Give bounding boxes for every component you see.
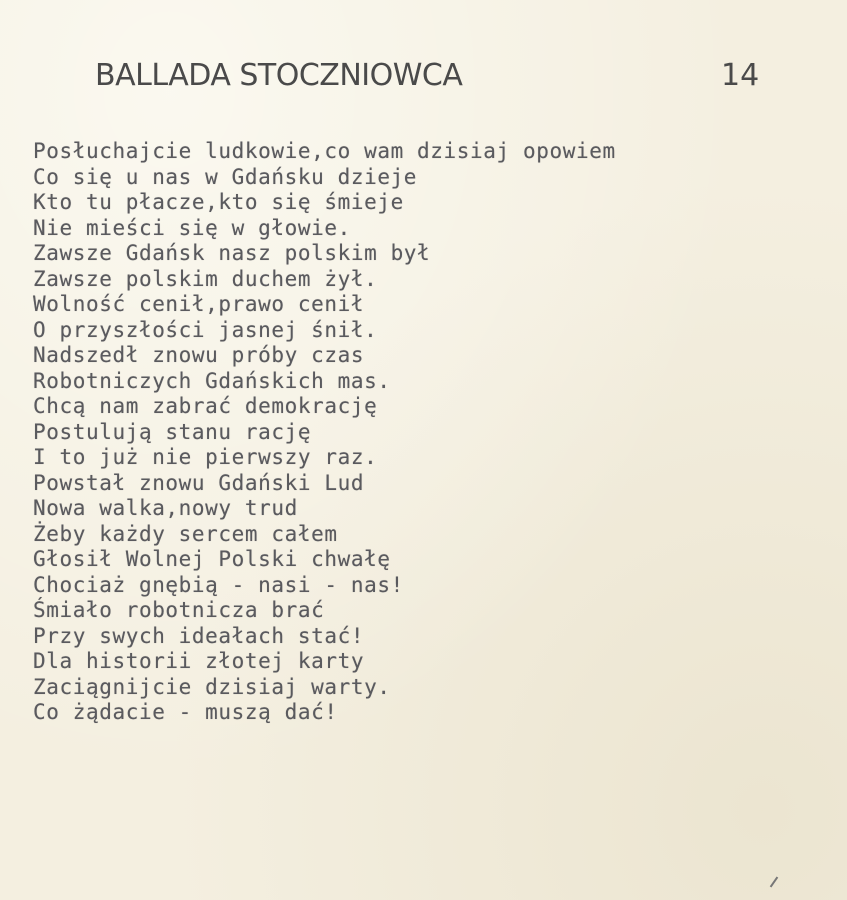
page-number: 14: [721, 58, 760, 93]
poem-line: Zawsze Gdańsk nasz polskim był: [33, 241, 431, 265]
poem-line: Robotniczych Gdańskich mas.: [33, 368, 391, 393]
pencil-mark: [770, 877, 779, 888]
poem-line: Nowa walka,nowy trud: [33, 496, 298, 520]
poem-line: Powstał znowu Gdański Lud: [33, 470, 365, 495]
poem-line: Kto tu płacze,kto się śmieje: [33, 190, 404, 214]
poem-line: Nadszedł znowu próby czas: [33, 343, 365, 367]
poem-line: I to już nie pierwszy raz.: [33, 445, 378, 469]
poem-line: Chcą nam zabrać demokrację: [33, 394, 378, 418]
poem-body: [33, 139, 616, 726]
poem-line: Żeby każdy sercem całem: [33, 521, 338, 546]
poem-line: Zaciągnijcie dzisiaj warty.: [33, 674, 391, 699]
poem-line: Głosił Wolnej Polski chwałę: [33, 547, 391, 571]
poem-line: Śmiało robotnicza brać: [33, 598, 325, 622]
poem-line: Dla historii złotej karty: [33, 649, 365, 673]
poem-line: Postulują stanu rację: [33, 419, 312, 444]
poem-line: Nie mieści się w głowie.: [33, 215, 351, 240]
poem-line: Posłuchajcie ludkowie,co wam dzisiaj opowiem: [33, 139, 616, 163]
poem-line: Przy swych ideałach stać!: [33, 623, 365, 648]
poem-line: O przyszłości jasnej śnił.: [33, 317, 378, 342]
poem-line: Wolność cenił,prawo cenił: [33, 292, 365, 316]
poem-title: BALLADA STOCZNIOWCA: [95, 58, 463, 93]
poem-line: Zawsze polskim duchem żył.: [33, 266, 378, 291]
poem-line: Co żądacie - muszą dać!: [33, 700, 338, 724]
poem-line: Co się u nas w Gdańsku dzieje: [33, 164, 418, 189]
poem-line: Chociaż gnębią - nasi - nas!: [33, 572, 404, 597]
